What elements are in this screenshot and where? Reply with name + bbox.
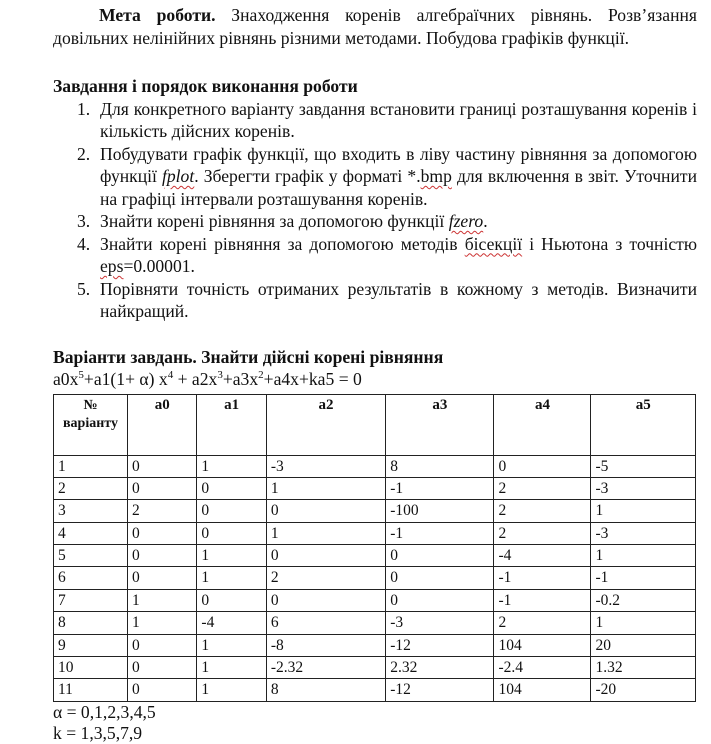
- task-item: [77, 233, 697, 278]
- equation-exponent: 5: [78, 369, 84, 382]
- task-text-part: =0.00001.: [123, 256, 195, 276]
- table-cell: 0: [386, 567, 494, 589]
- table-cell: 0: [128, 477, 197, 499]
- table-cell: 9: [54, 634, 128, 656]
- table-cell: 1: [197, 545, 266, 567]
- equation-term: a0x: [53, 369, 79, 389]
- table-cell: 1: [591, 545, 696, 567]
- table-cell: 0: [266, 589, 385, 611]
- column-header-a2: a2: [266, 394, 385, 455]
- table-cell: 8: [386, 455, 494, 477]
- table-cell: 0: [386, 589, 494, 611]
- table-row: [54, 657, 696, 679]
- goal-label: Мета роботи.: [99, 5, 216, 25]
- variants-heading: Варіанти завдань. Знайти дійсні корені рівняння: [53, 346, 444, 367]
- alpha-values: α = 0,1,2,3,4,5: [53, 701, 156, 722]
- equation-exponent: 4: [167, 369, 174, 382]
- task-text: [100, 211, 488, 231]
- equation-exponent: 3: [217, 369, 223, 382]
- table-cell: 6: [54, 567, 128, 589]
- column-header-a3: a3: [386, 394, 494, 455]
- table-cell: 1: [54, 455, 128, 477]
- goal-paragraph: [53, 4, 697, 49]
- task-text-part: .: [483, 211, 488, 231]
- task-text-part: Знайти корені рівняння за допомогою функції: [100, 211, 449, 231]
- table-cell: 0: [494, 455, 591, 477]
- task-text-part: Знайти корені рівняння за допомогою методів: [100, 233, 465, 254]
- table-cell: 1: [128, 612, 197, 634]
- table-cell: 4: [54, 522, 128, 544]
- table-cell: -1: [386, 522, 494, 544]
- task-item: [77, 143, 697, 211]
- table-cell: 0: [266, 500, 385, 522]
- table-cell: 1: [591, 500, 696, 522]
- equation-term: +a4x+ka5 = 0: [263, 369, 362, 389]
- function-name: fplot: [161, 166, 195, 186]
- tasks-heading: Завдання і порядок виконання роботи: [53, 76, 358, 96]
- task-text-part: для включення в звіт. Уточнити на графіці інтервали розташування коренів.: [100, 166, 697, 209]
- equation: [53, 368, 697, 391]
- table-row: [54, 589, 696, 611]
- table-cell: -12: [386, 679, 494, 701]
- table-cell: 11: [54, 679, 128, 701]
- table-cell: 2: [494, 500, 591, 522]
- table-cell: 0: [128, 545, 197, 567]
- table-cell: 2: [266, 567, 385, 589]
- table-cell: 2: [494, 522, 591, 544]
- table-cell: -0.2: [591, 589, 696, 611]
- table-cell: 0: [128, 567, 197, 589]
- equation-term: +a1(1+ α) x: [83, 369, 168, 389]
- parameter-notes: [53, 702, 697, 744]
- table-cell: 0: [128, 522, 197, 544]
- table-cell: -20: [591, 679, 696, 701]
- equation-term: + a2x: [173, 369, 218, 389]
- table-cell: -3: [591, 477, 696, 499]
- tasks-list: [53, 98, 697, 323]
- variants-table: [53, 394, 696, 702]
- task-number: 1.: [77, 98, 91, 119]
- table-cell: 2: [54, 477, 128, 499]
- task-number: 4.: [77, 233, 91, 254]
- table-cell: -12: [386, 634, 494, 656]
- task-item: [77, 98, 697, 143]
- task-text: Порівняти точність отриманих результатів в кожному з методів. Визначити найкращий.: [100, 278, 697, 321]
- table-cell: 1: [128, 589, 197, 611]
- table-cell: 8: [54, 612, 128, 634]
- table-cell: 1: [197, 567, 266, 589]
- table-cell: 2: [128, 500, 197, 522]
- table-cell: -100: [386, 500, 494, 522]
- task-number: 3.: [77, 211, 91, 231]
- table-cell: 1.32: [591, 657, 696, 679]
- table-header-row: [54, 394, 696, 455]
- table-cell: 0: [197, 477, 266, 499]
- table-row: [54, 522, 696, 544]
- task-item: [77, 210, 697, 233]
- table-cell: -3: [386, 612, 494, 634]
- equation-term: +a3x: [222, 369, 259, 389]
- table-cell: -8: [266, 634, 385, 656]
- column-header-a1: a1: [197, 394, 266, 455]
- table-cell: 2: [494, 612, 591, 634]
- table-cell: 1: [266, 477, 385, 499]
- table-cell: -4: [197, 612, 266, 634]
- table-cell: 1: [591, 612, 696, 634]
- table-cell: -1: [386, 477, 494, 499]
- table-cell: 1: [197, 634, 266, 656]
- task-item: [77, 278, 697, 323]
- table-cell: 6: [266, 612, 385, 634]
- table-cell: -2.32: [266, 657, 385, 679]
- table-cell: 104: [494, 634, 591, 656]
- table-cell: -1: [591, 567, 696, 589]
- column-header-a4: a4: [494, 394, 591, 455]
- table-cell: 7: [54, 589, 128, 611]
- table-cell: 0: [386, 545, 494, 567]
- flagged-word: бісекції: [464, 233, 523, 254]
- table-cell: 2.32: [386, 657, 494, 679]
- table-cell: -1: [494, 589, 591, 611]
- table-cell: 5: [54, 545, 128, 567]
- table-cell: 104: [494, 679, 591, 701]
- table-cell: -5: [591, 455, 696, 477]
- table-cell: 1: [197, 657, 266, 679]
- table-cell: 10: [54, 657, 128, 679]
- column-header-a0: a0: [128, 394, 197, 455]
- task-text-part: і Ньютона з точністю: [522, 233, 697, 254]
- column-header-variant: № варіанту: [54, 394, 128, 455]
- table-row: [54, 455, 696, 477]
- task-text: Для конкретного варіанту завдання встановити границі розташування коренів і кількість дійсних коренів.: [100, 98, 697, 141]
- table-cell: 0: [266, 545, 385, 567]
- table-cell: 0: [128, 679, 197, 701]
- table-row: [54, 612, 696, 634]
- table-cell: 2: [494, 477, 591, 499]
- task-text: [100, 144, 697, 209]
- table-row: [54, 634, 696, 656]
- table-row: [54, 545, 696, 567]
- table-row: [54, 500, 696, 522]
- k-values: k = 1,3,5,7,9: [53, 722, 143, 743]
- table-cell: 1: [197, 679, 266, 701]
- table-cell: -4: [494, 545, 591, 567]
- goal-text: Знаходження коренів алгебраїчних рівнянь. Розв’язання довільних нелінійних рівнянь різними методами. Побудова графіків функції.: [53, 5, 697, 48]
- task-text-part: . Зберегти графік у форматі *.: [194, 166, 421, 186]
- flagged-word: eps: [100, 256, 124, 276]
- equation-exponent: 2: [258, 369, 264, 382]
- task-text-part: Побудувати графік функції, що входить в ліву частину рівняння за допомогою функції: [100, 143, 697, 186]
- table-cell: 0: [128, 657, 197, 679]
- table-cell: 0: [197, 500, 266, 522]
- column-header-a5: a5: [591, 394, 696, 455]
- table-cell: 20: [591, 634, 696, 656]
- function-name: fzero: [448, 211, 484, 231]
- table-row: [54, 679, 696, 701]
- table-cell: 0: [197, 589, 266, 611]
- table-row: [54, 477, 696, 499]
- table-body: [54, 455, 696, 701]
- table-cell: -1: [494, 567, 591, 589]
- task-text: [100, 234, 697, 277]
- table-cell: 1: [197, 455, 266, 477]
- table-cell: -3: [266, 455, 385, 477]
- table-cell: 8: [266, 679, 385, 701]
- table-cell: -3: [591, 522, 696, 544]
- table-cell: 0: [128, 634, 197, 656]
- table-cell: 1: [266, 522, 385, 544]
- table-cell: -2.4: [494, 657, 591, 679]
- task-number: 5.: [77, 278, 91, 299]
- table-cell: 0: [197, 522, 266, 544]
- table-cell: 3: [54, 500, 128, 522]
- task-number: 2.: [77, 143, 91, 164]
- flagged-word: bmp: [420, 166, 452, 186]
- table-row: [54, 567, 696, 589]
- table-cell: 0: [128, 455, 197, 477]
